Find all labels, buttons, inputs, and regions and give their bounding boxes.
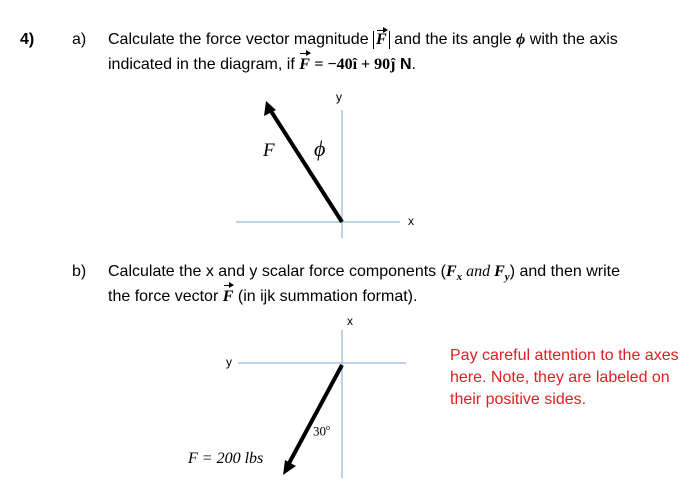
diagram-a-x-label: x bbox=[408, 214, 414, 228]
part-b-line2-text: the force vector bbox=[108, 288, 219, 305]
diagram-b-force-vector bbox=[287, 365, 342, 467]
part-a-line1-text-3: with the axis bbox=[529, 31, 618, 48]
note-line-1: Pay careful attention to the axes bbox=[450, 347, 679, 364]
force-equation: = −40î + 90ĵ bbox=[314, 56, 396, 73]
part-a-line1-text-2: and the its angle bbox=[394, 31, 512, 48]
angle-value: 30 bbox=[313, 423, 326, 439]
diagram-b-force-label: F = 200 lbs bbox=[188, 450, 264, 467]
diagram-b-y-label: y bbox=[226, 355, 232, 369]
magnitude-symbol: F bbox=[376, 31, 387, 48]
part-a-label: a) bbox=[72, 31, 87, 48]
part-b-label: b) bbox=[72, 263, 87, 280]
angle-unit: o bbox=[326, 423, 330, 432]
and-word: and bbox=[462, 263, 495, 280]
note-line-3: their positive sides. bbox=[450, 391, 587, 408]
diagram-b-angle-label bbox=[313, 423, 330, 439]
part-a-line2-text: indicated in the diagram, if bbox=[108, 56, 295, 73]
part-a-line1-text: Calculate the force vector magnitude bbox=[108, 31, 369, 48]
fx-symbol: F bbox=[445, 263, 457, 280]
vector-symbol-b: F bbox=[223, 286, 234, 308]
axes-warning-note bbox=[450, 345, 695, 411]
vector-symbol-a: F bbox=[299, 54, 310, 76]
force-unit: N bbox=[399, 56, 412, 73]
note-line-2: here. Note, they are labeled on bbox=[450, 369, 670, 386]
part-b-line1-text: Calculate the x and y scalar force components ( bbox=[108, 263, 446, 280]
angle-symbol: ϕ bbox=[516, 31, 526, 48]
part-b-line1-text-2: ) and then write bbox=[509, 263, 620, 280]
problem-number: 4) bbox=[20, 31, 35, 48]
diagram-a-angle-label: ϕ bbox=[314, 136, 326, 161]
fy-subscript: y bbox=[504, 271, 510, 284]
diagram-a-y-label: y bbox=[336, 90, 342, 104]
diagram-a-force-label: F bbox=[263, 140, 275, 161]
part-a-line2-end: . bbox=[411, 56, 416, 73]
diagram-b-x-label: x bbox=[347, 314, 353, 328]
fx-subscript: x bbox=[456, 271, 463, 284]
part-b-line2-text-2: (in ijk summation format). bbox=[237, 288, 418, 305]
fy-symbol: F bbox=[494, 263, 505, 280]
